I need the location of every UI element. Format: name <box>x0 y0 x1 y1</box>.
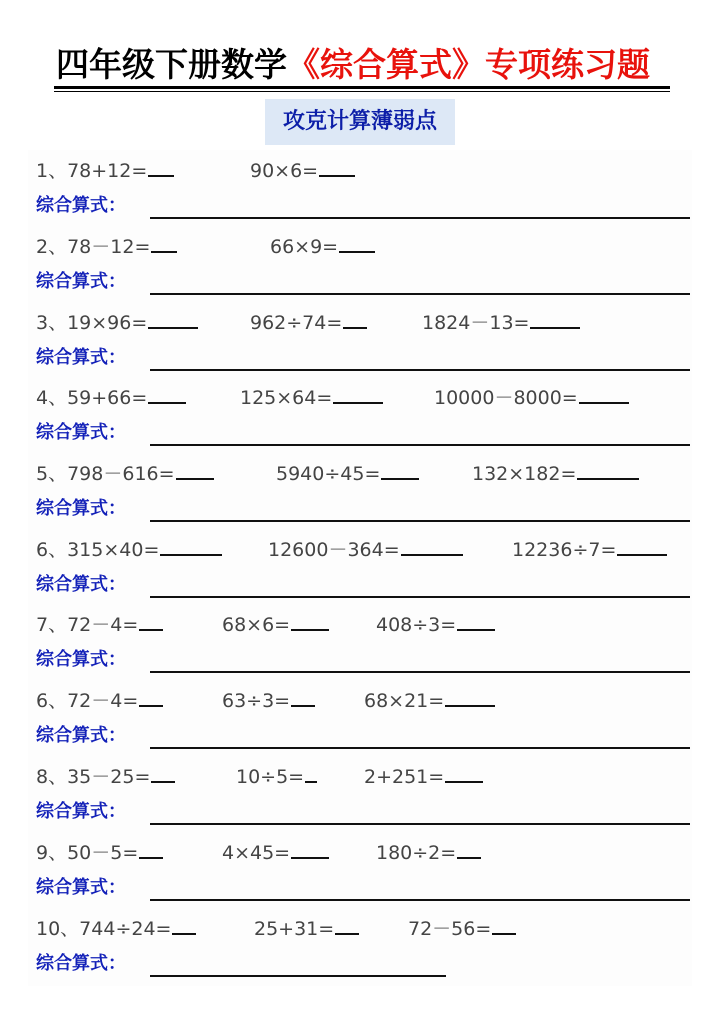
problem-row <box>36 687 696 715</box>
problem-row <box>36 536 696 564</box>
calc-expression <box>222 611 329 639</box>
expression-text: 6、72－4= <box>36 690 139 712</box>
calc-expression <box>364 763 483 791</box>
problem-row <box>36 460 696 488</box>
expression-text: 125×64= <box>240 387 333 409</box>
problem-row <box>36 611 696 639</box>
calc-expression <box>422 309 580 337</box>
answer-blank[interactable] <box>343 309 367 329</box>
combined-expression-label: 综合算式： <box>36 649 126 670</box>
answer-blank[interactable] <box>333 384 383 404</box>
answer-blank[interactable] <box>139 611 163 631</box>
answer-blank[interactable] <box>151 763 175 783</box>
expression-text: 5、798－616= <box>36 463 175 485</box>
title-rule <box>54 86 670 89</box>
answer-blank[interactable] <box>401 536 463 556</box>
answer-blank[interactable] <box>139 687 163 707</box>
answer-blank[interactable] <box>445 687 495 707</box>
calc-expression <box>36 915 196 943</box>
combined-expression-answer-line[interactable] <box>150 217 690 219</box>
expression-text: 4、59+66= <box>36 387 148 409</box>
calc-expression <box>254 915 359 943</box>
combined-expression-answer-line[interactable] <box>150 671 690 673</box>
expression-text: 12236÷7= <box>512 539 617 561</box>
expression-text: 962÷74= <box>250 312 343 334</box>
calc-expression <box>222 839 329 867</box>
page-title <box>56 44 670 86</box>
problem-row <box>36 157 696 185</box>
expression-text: 3、19×96= <box>36 312 148 334</box>
answer-blank[interactable] <box>577 460 639 480</box>
title-suffix: 专项练习题 <box>485 45 650 84</box>
calc-expression <box>240 384 383 412</box>
subtitle-banner: 攻克计算薄弱点 <box>265 99 455 145</box>
expression-text: 9、50－5= <box>36 842 139 864</box>
combined-expression-label: 综合算式： <box>36 271 126 292</box>
combined-expression-label: 综合算式： <box>36 953 126 974</box>
title-topic: 《综合算式》 <box>287 45 485 84</box>
problem-row <box>36 915 696 943</box>
expression-text: 25+31= <box>254 918 335 940</box>
calc-expression <box>250 309 367 337</box>
calc-expression <box>276 460 419 488</box>
combined-expression-label: 综合算式： <box>36 801 126 822</box>
answer-blank[interactable] <box>176 460 214 480</box>
calc-expression <box>36 233 177 261</box>
calc-expression <box>376 839 481 867</box>
expression-text: 8、35－25= <box>36 766 151 788</box>
answer-blank[interactable] <box>160 536 222 556</box>
problem-row <box>36 233 696 261</box>
calc-expression <box>434 384 629 412</box>
expression-text: 12600－364= <box>268 539 400 561</box>
calc-expression <box>36 384 186 412</box>
answer-blank[interactable] <box>335 915 359 935</box>
combined-expression-label: 综合算式： <box>36 877 126 898</box>
combined-expression-answer-line[interactable] <box>150 975 446 977</box>
expression-text: 72－56= <box>408 918 492 940</box>
expression-text: 10÷5= <box>236 766 305 788</box>
combined-expression-answer-line[interactable] <box>150 899 690 901</box>
expression-text: 2、78－12= <box>36 236 151 258</box>
combined-expression-answer-line[interactable] <box>150 520 690 522</box>
answer-blank[interactable] <box>291 687 315 707</box>
answer-blank[interactable] <box>319 157 355 177</box>
calc-expression <box>36 460 214 488</box>
combined-expression-answer-line[interactable] <box>150 823 690 825</box>
answer-blank[interactable] <box>445 763 483 783</box>
answer-blank[interactable] <box>305 763 317 783</box>
combined-expression-label: 综合算式： <box>36 725 126 746</box>
answer-blank[interactable] <box>617 536 667 556</box>
answer-blank[interactable] <box>172 915 196 935</box>
expression-text: 1824－13= <box>422 312 530 334</box>
calc-expression <box>408 915 516 943</box>
calc-expression <box>376 611 495 639</box>
expression-text: 180÷2= <box>376 842 457 864</box>
answer-blank[interactable] <box>530 309 580 329</box>
calc-expression <box>36 157 174 185</box>
expression-text: 2+251= <box>364 766 445 788</box>
expression-text: 6、315×40= <box>36 539 160 561</box>
problem-row <box>36 384 696 412</box>
calc-expression <box>472 460 639 488</box>
combined-expression-answer-line[interactable] <box>150 369 690 371</box>
answer-blank[interactable] <box>579 384 629 404</box>
combined-expression-answer-line[interactable] <box>150 293 690 295</box>
answer-blank[interactable] <box>148 309 198 329</box>
combined-expression-label: 综合算式： <box>36 195 126 216</box>
calc-expression <box>36 536 222 564</box>
expression-text: 68×21= <box>364 690 445 712</box>
expression-text: 63÷3= <box>222 690 291 712</box>
calc-expression <box>36 763 175 791</box>
combined-expression-answer-line[interactable] <box>150 747 690 749</box>
answer-blank[interactable] <box>148 384 186 404</box>
calc-expression <box>512 536 667 564</box>
calc-expression <box>270 233 375 261</box>
expression-text: 90×6= <box>250 160 319 182</box>
combined-expression-answer-line[interactable] <box>150 596 690 598</box>
calc-expression <box>36 839 163 867</box>
expression-text: 132×182= <box>472 463 577 485</box>
expression-text: 5940÷45= <box>276 463 381 485</box>
expression-text: 66×9= <box>270 236 339 258</box>
expression-text: 10、744÷24= <box>36 918 172 940</box>
problem-row <box>36 309 696 337</box>
answer-blank[interactable] <box>457 611 495 631</box>
calc-expression <box>36 309 198 337</box>
answer-blank[interactable] <box>339 233 375 253</box>
answer-blank[interactable] <box>148 157 174 177</box>
combined-expression-label: 综合算式： <box>36 347 126 368</box>
expression-text: 10000－8000= <box>434 387 578 409</box>
calc-expression <box>364 687 495 715</box>
title-rule-thin <box>54 91 670 92</box>
calc-expression <box>36 687 163 715</box>
expression-text: 4×45= <box>222 842 291 864</box>
answer-blank[interactable] <box>291 839 329 859</box>
combined-expression-answer-line[interactable] <box>150 444 690 446</box>
calc-expression <box>268 536 463 564</box>
calc-expression <box>36 611 163 639</box>
expression-text: 1、78+12= <box>36 160 148 182</box>
combined-expression-label: 综合算式： <box>36 422 126 443</box>
title-grade: 四年级下册数学 <box>56 45 287 84</box>
problem-row <box>36 763 696 791</box>
expression-text: 408÷3= <box>376 614 457 636</box>
combined-expression-label: 综合算式： <box>36 574 126 595</box>
answer-blank[interactable] <box>492 915 516 935</box>
calc-expression <box>250 157 355 185</box>
answer-blank[interactable] <box>381 460 419 480</box>
expression-text: 7、72－4= <box>36 614 139 636</box>
answer-blank[interactable] <box>291 611 329 631</box>
answer-blank[interactable] <box>457 839 481 859</box>
answer-blank[interactable] <box>139 839 163 859</box>
combined-expression-label: 综合算式： <box>36 498 126 519</box>
problem-row <box>36 839 696 867</box>
calc-expression <box>236 763 317 791</box>
answer-blank[interactable] <box>151 233 177 253</box>
expression-text: 68×6= <box>222 614 291 636</box>
calc-expression <box>222 687 315 715</box>
